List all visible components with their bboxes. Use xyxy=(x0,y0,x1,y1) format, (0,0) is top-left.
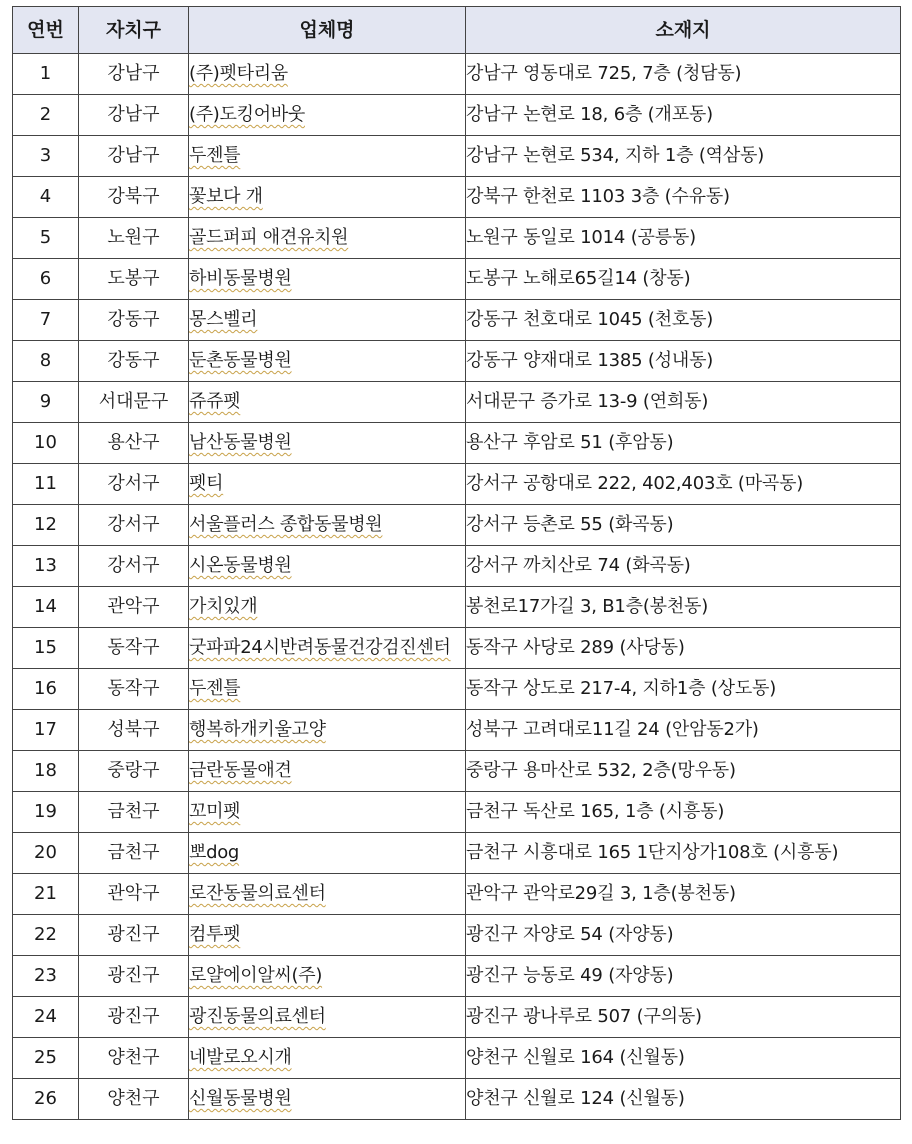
table-row xyxy=(13,341,901,382)
business-name-cell xyxy=(189,382,466,423)
business-name-cell xyxy=(189,833,466,874)
serial-number-cell: 17 xyxy=(13,710,79,751)
address-cell: 강동구 양재대로 1385 (성내동) xyxy=(466,341,901,382)
business-name-cell xyxy=(189,1038,466,1079)
business-name-text: (주)도킹어바웃 xyxy=(189,104,305,125)
business-name-cell xyxy=(189,1079,466,1120)
serial-number-cell: 24 xyxy=(13,997,79,1038)
district-cell: 양천구 xyxy=(79,1038,189,1079)
table-row xyxy=(13,259,901,300)
address-cell: 도봉구 노해로65길14 (창동) xyxy=(466,259,901,300)
business-name-text: 광진동물의료센터 xyxy=(189,1006,326,1027)
document-page xyxy=(12,6,901,1120)
table-row xyxy=(13,423,901,464)
table-row xyxy=(13,956,901,997)
district-cell: 서대문구 xyxy=(79,382,189,423)
business-name-text: 행복하개키울고양 xyxy=(189,719,326,740)
serial-number-cell: 9 xyxy=(13,382,79,423)
table-header-row xyxy=(13,7,901,54)
business-name-text: 로잔동물의료센터 xyxy=(189,883,326,904)
address-cell: 강남구 영동대로 725, 7층 (청담동) xyxy=(466,54,901,95)
district-cell: 강남구 xyxy=(79,136,189,177)
district-cell: 성북구 xyxy=(79,710,189,751)
address-cell: 양천구 신월로 124 (신월동) xyxy=(466,1079,901,1120)
table-row xyxy=(13,669,901,710)
district-cell: 중랑구 xyxy=(79,751,189,792)
table-row xyxy=(13,177,901,218)
address-cell: 동작구 상도로 217-4, 지하1층 (상도동) xyxy=(466,669,901,710)
header-location: 소재지 xyxy=(466,7,901,54)
district-cell: 용산구 xyxy=(79,423,189,464)
business-name-cell xyxy=(189,546,466,587)
serial-number-cell: 12 xyxy=(13,505,79,546)
table-body xyxy=(13,54,901,1120)
business-name-text: 가치있개 xyxy=(189,596,258,617)
serial-number-cell: 13 xyxy=(13,546,79,587)
address-cell: 노원구 동일로 1014 (공릉동) xyxy=(466,218,901,259)
table-row xyxy=(13,95,901,136)
table-row xyxy=(13,546,901,587)
table-row xyxy=(13,874,901,915)
district-cell: 강서구 xyxy=(79,546,189,587)
business-name-text: 시온동물병원 xyxy=(189,555,292,576)
district-cell: 금천구 xyxy=(79,833,189,874)
address-cell: 금천구 독산로 165, 1층 (시흥동) xyxy=(466,792,901,833)
business-name-text: 굿파파24시반려동물건강검진센터 xyxy=(189,637,451,658)
business-name-cell xyxy=(189,915,466,956)
district-cell: 동작구 xyxy=(79,669,189,710)
address-cell: 강동구 천호대로 1045 (천호동) xyxy=(466,300,901,341)
table-row xyxy=(13,833,901,874)
district-cell: 광진구 xyxy=(79,997,189,1038)
serial-number-cell: 18 xyxy=(13,751,79,792)
district-cell: 광진구 xyxy=(79,915,189,956)
business-name-cell xyxy=(189,464,466,505)
address-cell: 강북구 한천로 1103 3층 (수유동) xyxy=(466,177,901,218)
table-row xyxy=(13,710,901,751)
address-cell: 금천구 시흥대로 165 1단지상가108호 (시흥동) xyxy=(466,833,901,874)
district-cell: 도봉구 xyxy=(79,259,189,300)
business-name-text: 로얄에이알씨(주) xyxy=(189,965,323,986)
table-row xyxy=(13,587,901,628)
table-row xyxy=(13,792,901,833)
serial-number-cell: 2 xyxy=(13,95,79,136)
business-name-cell xyxy=(189,218,466,259)
serial-number-cell: 11 xyxy=(13,464,79,505)
header-business-name: 업체명 xyxy=(189,7,466,54)
business-name-text: 꼬미펫 xyxy=(189,801,241,822)
serial-number-cell: 16 xyxy=(13,669,79,710)
serial-number-cell: 23 xyxy=(13,956,79,997)
business-name-cell xyxy=(189,710,466,751)
district-cell: 강서구 xyxy=(79,464,189,505)
business-name-cell xyxy=(189,177,466,218)
address-cell: 강서구 공항대로 222, 402,403호 (마곡동) xyxy=(466,464,901,505)
business-name-cell xyxy=(189,136,466,177)
district-cell: 관악구 xyxy=(79,587,189,628)
address-cell: 관악구 관악로29길 3, 1층(봉천동) xyxy=(466,874,901,915)
serial-number-cell: 10 xyxy=(13,423,79,464)
table-row xyxy=(13,218,901,259)
business-name-text: 쥬쥬펫 xyxy=(189,391,241,412)
serial-number-cell: 15 xyxy=(13,628,79,669)
serial-number-cell: 3 xyxy=(13,136,79,177)
address-cell: 강서구 등촌로 55 (화곡동) xyxy=(466,505,901,546)
serial-number-cell: 19 xyxy=(13,792,79,833)
business-name-text: 두젠틀 xyxy=(189,678,241,699)
table-row xyxy=(13,1038,901,1079)
business-name-cell xyxy=(189,505,466,546)
district-cell: 강동구 xyxy=(79,341,189,382)
table-row xyxy=(13,628,901,669)
table-row xyxy=(13,751,901,792)
district-cell: 노원구 xyxy=(79,218,189,259)
address-cell: 용산구 후암로 51 (후암동) xyxy=(466,423,901,464)
header-district: 자치구 xyxy=(79,7,189,54)
business-name-text: 네발로오시개 xyxy=(189,1047,292,1068)
business-name-cell xyxy=(189,423,466,464)
table-row xyxy=(13,1079,901,1120)
table-row xyxy=(13,300,901,341)
business-name-text: (주)펫타리움 xyxy=(189,63,288,84)
pet-business-table xyxy=(12,6,901,1120)
serial-number-cell: 6 xyxy=(13,259,79,300)
district-cell: 강남구 xyxy=(79,54,189,95)
serial-number-cell: 26 xyxy=(13,1079,79,1120)
business-name-text: 금란동물애견 xyxy=(189,760,292,781)
serial-number-cell: 14 xyxy=(13,587,79,628)
business-name-cell xyxy=(189,341,466,382)
business-name-text: 하비동물병원 xyxy=(189,268,292,289)
serial-number-cell: 25 xyxy=(13,1038,79,1079)
serial-number-cell: 21 xyxy=(13,874,79,915)
business-name-cell xyxy=(189,751,466,792)
table-row xyxy=(13,505,901,546)
district-cell: 금천구 xyxy=(79,792,189,833)
district-cell: 강동구 xyxy=(79,300,189,341)
business-name-text: 뽀dog xyxy=(189,842,240,863)
business-name-cell xyxy=(189,874,466,915)
district-cell: 광진구 xyxy=(79,956,189,997)
address-cell: 봉천로17가길 3, B1층(봉천동) xyxy=(466,587,901,628)
business-name-text: 골드퍼피 애견유치원 xyxy=(189,227,349,248)
district-cell: 양천구 xyxy=(79,1079,189,1120)
serial-number-cell: 22 xyxy=(13,915,79,956)
district-cell: 관악구 xyxy=(79,874,189,915)
address-cell: 광진구 자양로 54 (자양동) xyxy=(466,915,901,956)
address-cell: 동작구 사당로 289 (사당동) xyxy=(466,628,901,669)
address-cell: 양천구 신월로 164 (신월동) xyxy=(466,1038,901,1079)
business-name-text: 꽃보다 개 xyxy=(189,186,263,207)
address-cell: 서대문구 증가로 13-9 (연희동) xyxy=(466,382,901,423)
table-row xyxy=(13,54,901,95)
business-name-text: 컴투펫 xyxy=(189,924,241,945)
address-cell: 성북구 고려대로11길 24 (안암동2가) xyxy=(466,710,901,751)
business-name-text: 남산동물병원 xyxy=(189,432,292,453)
business-name-cell xyxy=(189,259,466,300)
address-cell: 강남구 논현로 18, 6층 (개포동) xyxy=(466,95,901,136)
serial-number-cell: 1 xyxy=(13,54,79,95)
business-name-cell xyxy=(189,54,466,95)
business-name-text: 신월동물병원 xyxy=(189,1088,292,1109)
table-row xyxy=(13,915,901,956)
business-name-cell xyxy=(189,956,466,997)
business-name-text: 몽스벨리 xyxy=(189,309,258,330)
district-cell: 강북구 xyxy=(79,177,189,218)
business-name-text: 두젠틀 xyxy=(189,145,241,166)
business-name-cell xyxy=(189,628,466,669)
table-row xyxy=(13,997,901,1038)
serial-number-cell: 5 xyxy=(13,218,79,259)
business-name-cell xyxy=(189,669,466,710)
serial-number-cell: 8 xyxy=(13,341,79,382)
table-row xyxy=(13,136,901,177)
address-cell: 강서구 까치산로 74 (화곡동) xyxy=(466,546,901,587)
serial-number-cell: 20 xyxy=(13,833,79,874)
address-cell: 중랑구 용마산로 532, 2층(망우동) xyxy=(466,751,901,792)
district-cell: 강남구 xyxy=(79,95,189,136)
header-serial-number: 연번 xyxy=(13,7,79,54)
table-row xyxy=(13,382,901,423)
business-name-cell xyxy=(189,587,466,628)
business-name-text: 서울플러스 종합동물병원 xyxy=(189,514,383,535)
business-name-text: 둔촌동물병원 xyxy=(189,350,292,371)
serial-number-cell: 4 xyxy=(13,177,79,218)
address-cell: 강남구 논현로 534, 지하 1층 (역삼동) xyxy=(466,136,901,177)
business-name-cell xyxy=(189,95,466,136)
table-row xyxy=(13,464,901,505)
business-name-cell xyxy=(189,997,466,1038)
business-name-cell xyxy=(189,792,466,833)
business-name-text: 펫티 xyxy=(189,473,224,494)
district-cell: 동작구 xyxy=(79,628,189,669)
district-cell: 강서구 xyxy=(79,505,189,546)
address-cell: 광진구 광나루로 507 (구의동) xyxy=(466,997,901,1038)
serial-number-cell: 7 xyxy=(13,300,79,341)
address-cell: 광진구 능동로 49 (자양동) xyxy=(466,956,901,997)
business-name-cell xyxy=(189,300,466,341)
